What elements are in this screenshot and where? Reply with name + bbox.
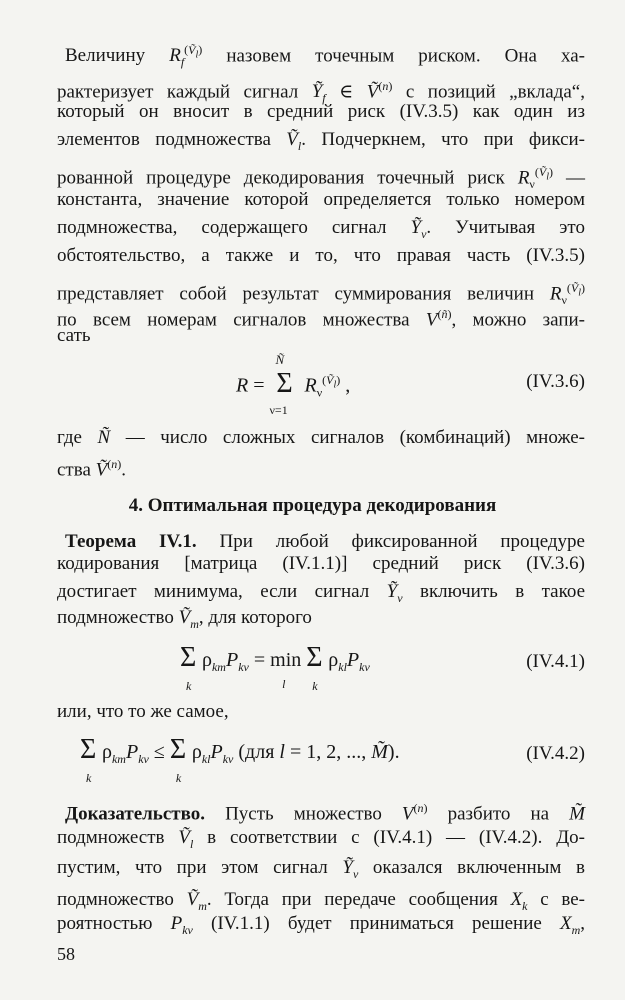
text-line: кодирования [матрица (IV.1.1)] средний риск (IV.3.6) (57, 553, 585, 574)
theorem-text: При любой фиксированной процедуре (196, 531, 585, 552)
equation-formula: R = Ñ Σ ν=1 $R_\nu^{(Ṽ_l)}$ , (236, 351, 351, 417)
equation-number: (IV.4.1) (526, 651, 585, 672)
text-line: элементов подмножества Ṽ$_l$. Подчеркнем, что при фикси- (57, 129, 586, 153)
text-line: константа, значение которой определяется только номером (57, 189, 585, 210)
proof-label: Доказательство. (65, 803, 205, 825)
text-line: рованной процедуре декодирования точечный риск $R_\nu^{(Ṽ_l)}$ — (57, 165, 585, 192)
section-heading: 4. Оптимальная процедура декодирования (128, 495, 497, 516)
text-line: Величину $R_f^{(Ṽ_l)}$ назовем точечным риском. Она ха- (65, 43, 586, 70)
text-line: роятностью $P_{k\nu}$ (IV.1.1) будет приниматься решение $X_m$, (57, 913, 585, 937)
text-line: где Ñ — число сложных сигналов (комбинаций) множе- (57, 427, 585, 448)
text-line: обстоятельство, а также и то, что правая часть (IV.3.5) (57, 245, 585, 266)
equation-number: (IV.3.6) (526, 371, 585, 392)
text-line: представляет собой результат суммирования величин $R_\nu^{(Ṽ_l)}$ (57, 281, 585, 308)
text-line: или, что то же самое, (57, 701, 229, 722)
theorem-label: Теорема IV.1. (65, 531, 197, 552)
text-line: рактеризует каждый сигнал Ỹ$_f$ ∈ Ṽ$^{(n)}$ с позиций „вклада“, (57, 79, 585, 106)
proof-first-line: Доказательство. Пусть множество $V^{(n)}$ разбито на M̃ (65, 801, 585, 825)
theorem-first-line (65, 530, 585, 554)
equation-number: (IV.4.2) (526, 743, 585, 764)
page-number: 58 (57, 944, 75, 964)
text-line: подмножество Ṽ$_m$, для которого (57, 607, 312, 631)
text-line: достигает минимума, если сигнал Ỹ$_\nu$ включить в такое (57, 581, 585, 605)
text-line: по всем номерам сигналов множества $V^{(ñ)}$, можно запи- (57, 307, 586, 331)
text-line: пустим, что при этом сигнал Ỹ$_\nu$ оказался включенным в (57, 857, 585, 881)
text-line: который он вносит в средний риск (IV.3.5) как один из (57, 101, 585, 122)
text-line: подмножество Ṽ$_m$. Тогда при передаче сообщения $X_k$ с ве- (57, 889, 585, 913)
text-line: подмножества, содержащего сигнал Ỹ$_\nu$. Учитывая это (57, 217, 585, 241)
equation-formula: Σ k $\rho_{km}P_{k\nu} = \min$ l Σ k $\rho_{kl}P_{k\nu}$ (180, 642, 370, 693)
equation-formula: Σ k $\rho_{km}P_{k\nu} \le \Sigma$ k $\rho_{kl}P_{k\nu}$ (для l = 1, 2, ..., M̃). (80, 734, 400, 785)
text-line: ства Ṽ$^{(n)}$. (57, 457, 126, 481)
text-line: подмножеств Ṽ$_l$ в соответствии с (IV.4.1) — (IV.4.2). До- (57, 827, 585, 851)
text-line: сать (57, 325, 91, 346)
